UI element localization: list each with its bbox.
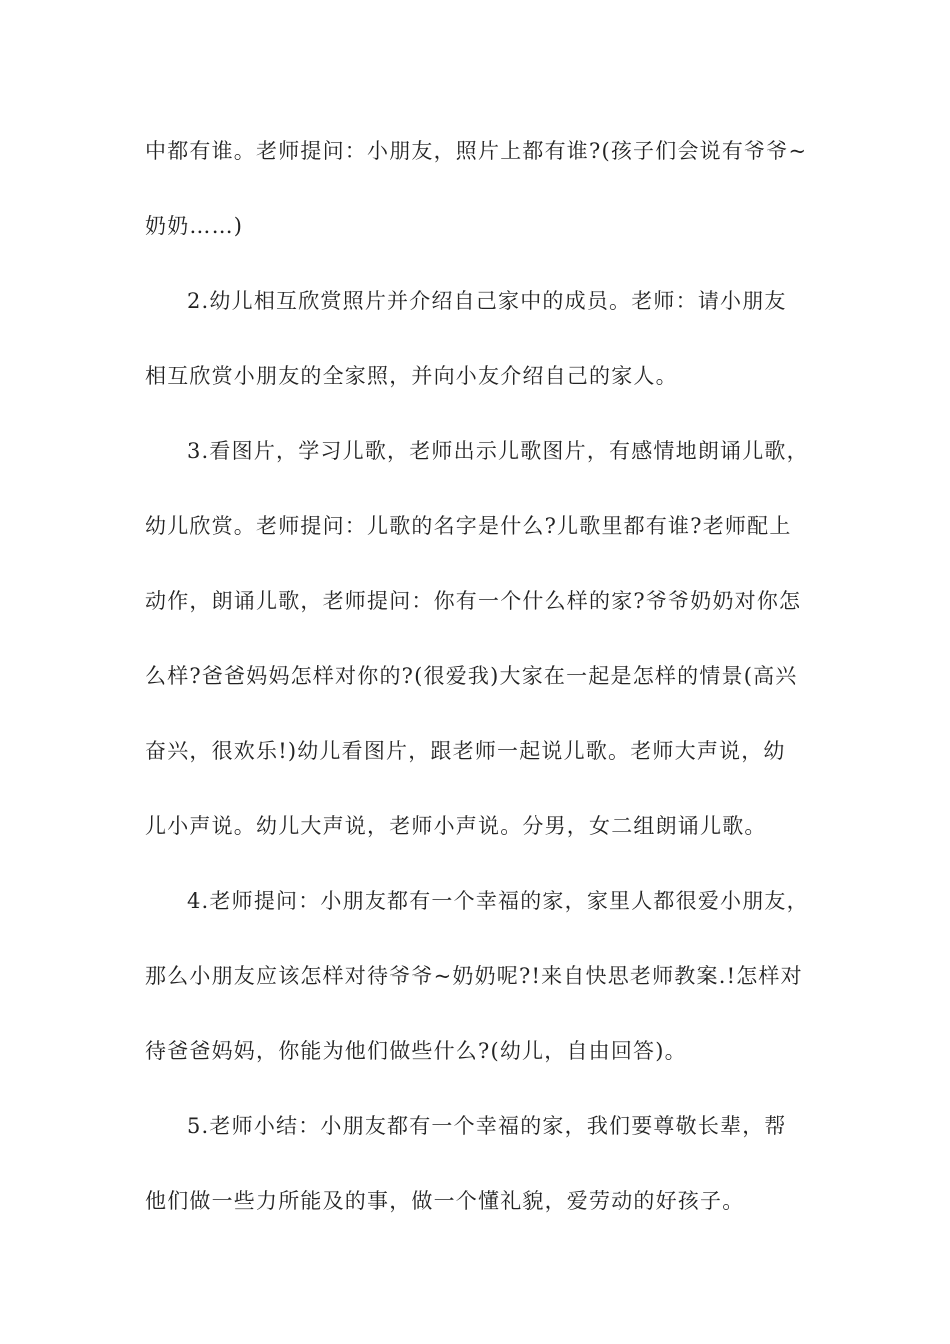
text-line: 奶奶……) [145,214,244,238]
text-line: 那么小朋友应该怎样对待爷爷~奶奶呢?!来自快思老师教案.!怎样对 [145,964,803,988]
text-line: 4.老师提问：小朋友都有一个幸福的家，家里人都很爱小朋友， [187,889,809,913]
paragraph [145,276,805,426]
text-line: 中都有谁。老师提问：小朋友，照片上都有谁?(孩子们会说有爷爷~ [145,139,808,163]
text-line: 儿小声说。幼儿大声说，老师小声说。分男，女二组朗诵儿歌。 [145,814,767,838]
text-line: 奋兴，很欢乐!)幼儿看图片，跟老师一起说儿歌。老师大声说，幼 [145,739,786,763]
document-body [145,126,809,1251]
paragraph [145,876,809,1101]
text-line: 相互欣赏小朋友的全家照，并向小友介绍自己的家人。 [145,364,678,388]
text-line: 他们做一些力所能及的事，做一个懂礼貌，爱劳动的好孩子。 [145,1189,745,1213]
paragraph [145,126,808,276]
text-line: 待爸爸妈妈，你能为他们做些什么?(幼儿，自由回答)。 [145,1039,687,1063]
text-line: 2.幼儿相互欣赏照片并介绍自己家中的成员。老师：请小朋友 [187,289,787,313]
text-line: 幼儿欣赏。老师提问：儿歌的名字是什么?儿歌里都有谁?老师配上 [145,514,792,538]
text-line: 3.看图片，学习儿歌，老师出示儿歌图片，有感情地朗诵儿歌， [187,439,809,463]
text-line: 动作，朗诵儿歌，老师提问：你有一个什么样的家?爷爷奶奶对你怎 [145,589,802,613]
text-line: 么样?爸爸妈妈怎样对你的?(很爱我)大家在一起是怎样的情景(高兴 [145,664,798,688]
paragraph [145,1101,805,1251]
paragraph [145,426,809,876]
text-line: 5.老师小结：小朋友都有一个幸福的家，我们要尊敬长辈，帮 [187,1114,787,1138]
